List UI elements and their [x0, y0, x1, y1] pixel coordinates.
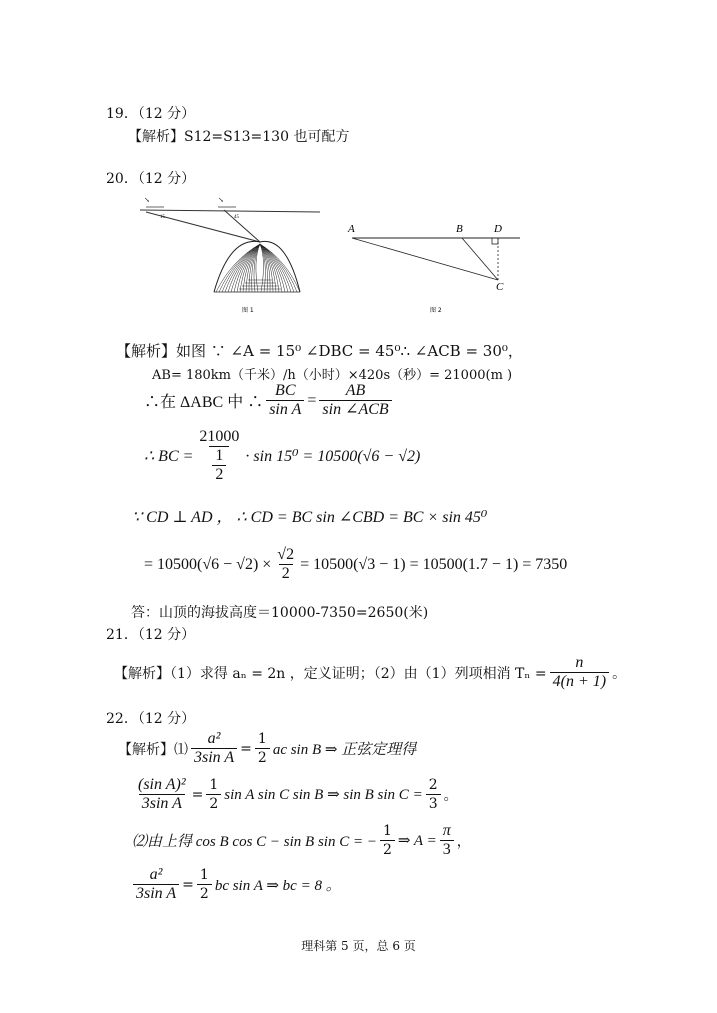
- p21-end: 。: [612, 665, 627, 682]
- p22-line-2: [132, 776, 458, 813]
- fraction-denominator: sin A: [266, 400, 304, 419]
- plane-mark-1: ↘: [144, 196, 150, 204]
- compute-result: = 10500(√3 − 1) = 10500(1.7 − 1) = 7350: [300, 555, 568, 573]
- p22-prefix: 【解析】⑴: [118, 741, 188, 758]
- p22-line-1-text: ac sin B ⇒ 正弦定理得: [272, 742, 417, 758]
- fraction-numerator: 1: [209, 777, 219, 793]
- point-a-label: A: [348, 223, 355, 235]
- fraction-denominator: 3: [440, 840, 454, 859]
- p22-line-3-implies: ⇒ A =: [397, 833, 437, 849]
- fraction-denominator: 2: [380, 840, 395, 859]
- p20-line-given: 【解析】如图 ∵ ∠A = 15⁰ ∠DBC = 45⁰∴ ∠ACB = 30⁰，: [116, 342, 523, 360]
- analysis-bracket: 【解析】: [128, 129, 184, 145]
- fraction-numerator: a²: [149, 866, 163, 883]
- figure-2-caption: 图 2: [430, 307, 442, 314]
- p20-line-ab: AB= 180km（千米）/h（小时）×420s（秒）= 21000(m ): [152, 368, 513, 383]
- point-d-label: D: [494, 223, 502, 235]
- fraction-numerator: π: [442, 822, 451, 839]
- angle-45-label: 45: [234, 215, 239, 220]
- fraction-numerator: 1: [257, 731, 267, 747]
- p21-solution: [114, 654, 626, 691]
- fraction-numerator: n: [575, 654, 584, 671]
- fraction-denominator: 2: [197, 884, 212, 903]
- p20-line-compute: [144, 546, 567, 583]
- fraction-numerator: 1: [382, 823, 392, 839]
- p22-line-1: [118, 730, 416, 767]
- fraction-numerator: √2: [277, 546, 295, 563]
- p22-line-2-text: sin A sin C sin B ⇒ sin B sin C =: [224, 787, 423, 803]
- p22-line-3-text: ⑵由上得 cos B cos C − sin B sin C = −: [132, 834, 377, 850]
- p22-line-3: [132, 822, 471, 859]
- problem-20-label: 20．（12 分）: [106, 171, 196, 187]
- fraction-denominator: 3sin A: [191, 748, 237, 767]
- fraction-denominator: 3sin A: [133, 884, 179, 903]
- fraction-numerator: BC: [275, 382, 296, 399]
- bc-result: · sin 15⁰ = 10500(√6 − √2): [245, 448, 421, 465]
- nested-numerator: 1: [215, 447, 224, 464]
- equals-sign: =: [182, 876, 194, 893]
- page-footer: 理科第 5 页，总 6 页: [301, 939, 416, 953]
- p20-line-sine-rule: [144, 382, 395, 419]
- problem-21-label: 21．（12 分）: [106, 627, 196, 643]
- equals-sign: =: [240, 740, 252, 757]
- equals-sign: =: [307, 391, 317, 409]
- problem-22-label: 22．（12 分）: [106, 711, 196, 727]
- fraction-denominator: 3: [426, 794, 441, 813]
- figure-1-caption: 图 1: [242, 307, 254, 314]
- p22-line-4: [130, 866, 341, 903]
- fraction-denominator: 4(n + 1): [550, 672, 609, 691]
- point-c-label: C: [496, 281, 504, 293]
- fraction-numerator: (sin A)²: [138, 776, 186, 793]
- solution-text: S12=S13=130 也可配方: [184, 129, 350, 145]
- problem-19-label: 19．（12 分）: [106, 106, 196, 122]
- fraction-denominator: 2: [279, 564, 293, 583]
- compute-prefix: = 10500(√6 − √2) ×: [144, 555, 272, 573]
- angle-15-label: 15: [160, 215, 165, 220]
- figure-1-mountain: [138, 196, 324, 318]
- bc-prefix: ∴ BC =: [144, 448, 194, 465]
- figure-2-triangle: [344, 218, 528, 318]
- p20-line-cd: ∵ CD ⊥ AD ， ∴ CD = BC sin ∠CBD = BC × sin 45⁰: [132, 509, 488, 526]
- p20-line-bc: [144, 428, 420, 484]
- fraction-numerator: 1: [199, 867, 209, 883]
- fraction-denominator: 3sin A: [139, 794, 185, 813]
- mountain-hatch: [216, 244, 300, 292]
- problem-19-solution: [128, 126, 349, 146]
- fraction-denominator: 2: [206, 794, 221, 813]
- equals-sign: =: [191, 786, 204, 803]
- fraction-denominator: 2: [255, 748, 270, 767]
- fraction-denominator: sin ∠ACB: [319, 400, 391, 419]
- point-b-label: B: [456, 223, 463, 235]
- p22-line-4-text: bc sin A ⇒ bc = 8 。: [214, 878, 341, 894]
- sine-rule-prefix: ∴在 ΔABC 中 ∴: [144, 394, 264, 411]
- p21-text: 【解析】（1）求得 aₙ = 2n ，定义证明；（2）由（1）列项相消 Tₙ =: [114, 665, 547, 682]
- fraction-numerator: a²: [207, 730, 221, 747]
- fraction-numerator: 2: [428, 777, 438, 793]
- nested-denominator: 2: [212, 465, 226, 484]
- fraction-numerator: 21000: [199, 428, 240, 445]
- fraction-numerator: AB: [345, 382, 366, 399]
- p22-line-3-end: ，: [456, 833, 471, 850]
- plane-mark-2: ↘: [218, 196, 224, 204]
- p20-answer: 答：山顶的海拔高度＝10000-7350=2650(米): [131, 605, 429, 621]
- p22-line-2-end: 。: [443, 787, 458, 804]
